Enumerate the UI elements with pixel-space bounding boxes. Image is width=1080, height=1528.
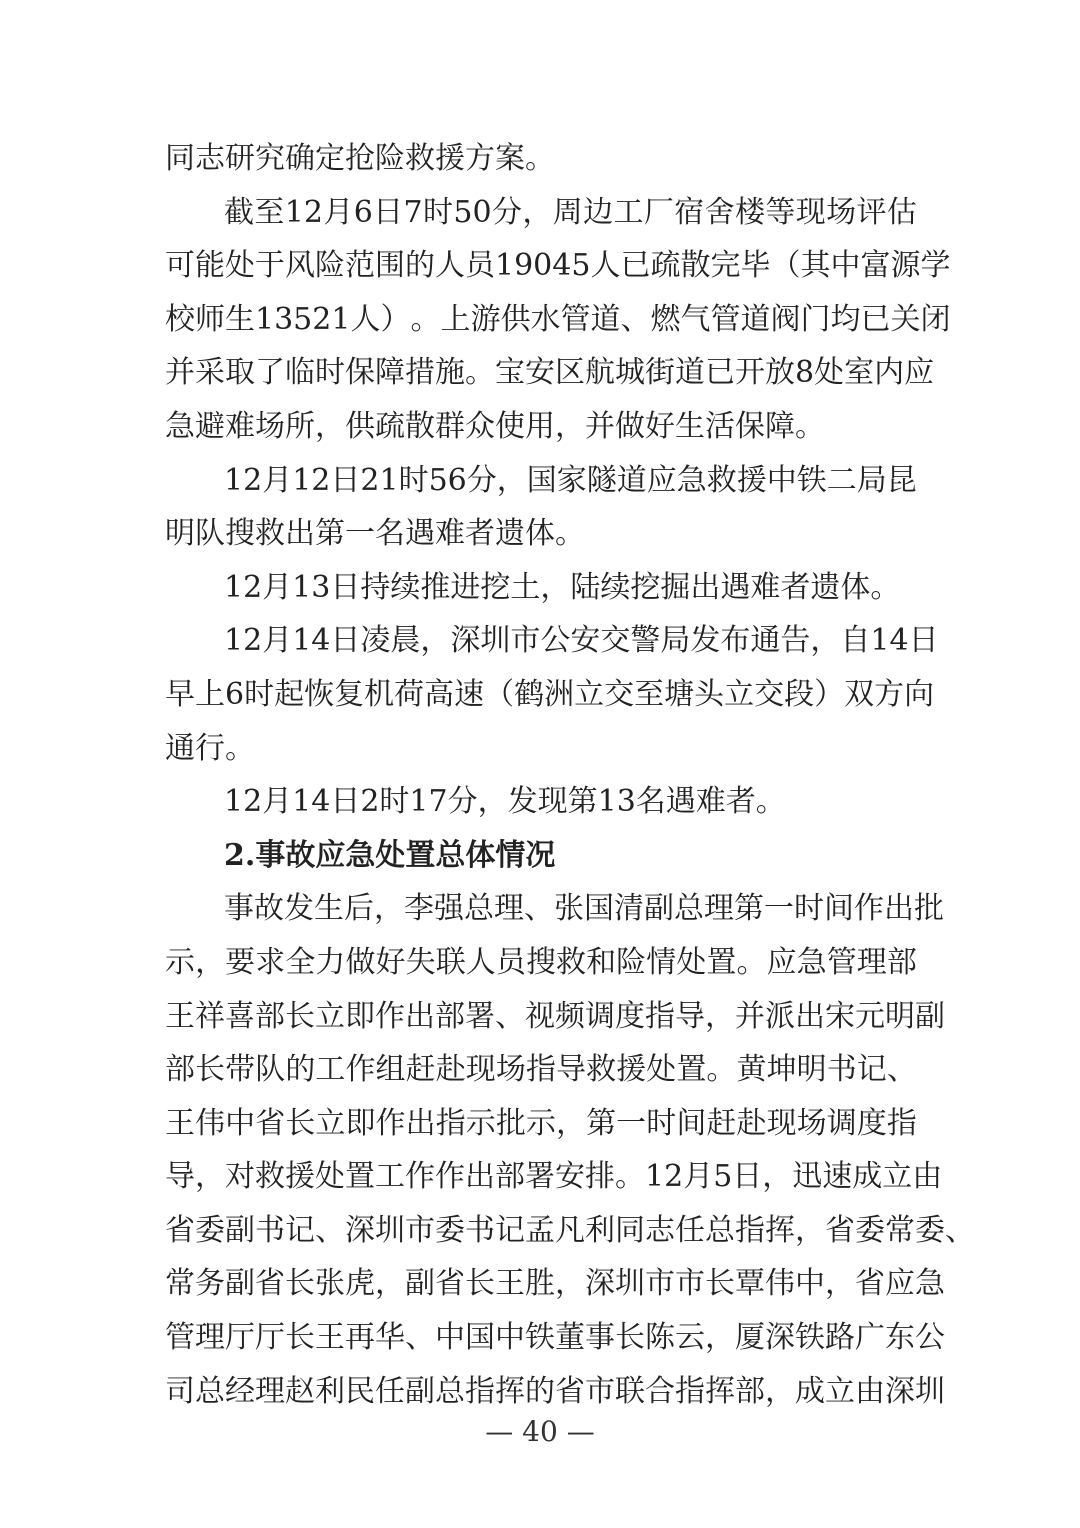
text-line: 王 伟 中 省 长 立 即 作 出 指 示 批 示 ， 第 一 时 间 赶 赴 现 场 调 度 指	[165, 1105, 917, 1141]
text-line: 明队搜救出第一名遇难者遗体。	[165, 516, 585, 552]
text-line: 12 月 12 日 21 时 56 分 ， 国 家 隧 道 应 急 救 援 中 铁 二 局 昆	[224, 462, 917, 498]
text-line: 急避难场所，供疏散群众使用，并做好生活保障。	[165, 408, 825, 444]
text-line: 王 祥 喜 部 长 立 即 作 出 部 署 、 视 频 调 度 指 导 ， 并 派 出 宋 元 明 副	[165, 998, 945, 1034]
text-line: 省 委 副 书 记 、 深 圳 市 委 书 记 孟 凡 利 同 志 任 总 指 挥 ， 省 委 常 委 、	[165, 1212, 975, 1248]
text-line: 事 故 发 生 后 ， 李 强 总 理 、 张 国 清 副 总 理 第 一 时 间 作 出 批	[224, 891, 944, 927]
section-heading: 2.事故应急处置总体情况	[224, 837, 556, 873]
text-line: 12月14日2时17分，发现第13名遇难者。	[224, 784, 786, 820]
text-line: 截 至 12 月 6 日 7 时 50 分 ， 周 边 工 厂 宿 舍 楼 等 现 场 评 估	[224, 194, 917, 230]
text-line: 早 上 6 时 起 恢 复 机 荷 高 速 （ 鹤 洲 立 交 至 塘 头 立 交 段 ） 双 方 向	[165, 676, 935, 712]
text-line: 可 能 处 于 风 险 范 围 的 人 员 19045 人 已 疏 散 完 毕 （ 其 中 富 源 学	[165, 248, 951, 284]
text-line: 12 月 14 日 凌 晨 ， 深 圳 市 公 安 交 警 局 发 布 通 告 ， 自 14 日	[224, 623, 939, 659]
text-line: 12月13日持续推进挖土，陆续挖掘出遇难者遗体。	[224, 569, 901, 605]
text-line: 司 总 经 理 赵 利 民 任 副 总 指 挥 的 省 市 联 合 指 挥 部 ， 成 立 由 深 圳	[165, 1373, 945, 1409]
document-body	[165, 132, 975, 1418]
text-line: 常 务 副 省 长 张 虎 ， 副 省 长 王 胜 ， 深 圳 市 市 长 覃 伟 中 ， 省 应 急	[165, 1266, 945, 1302]
text-line: 同志研究确定抢险救援方案。	[165, 141, 555, 176]
page-number: — 40 —	[485, 1415, 595, 1448]
text-line: 示 ， 要 求 全 力 做 好 失 联 人 员 搜 救 和 险 情 处 置 。 应 急 管 理 部	[165, 944, 917, 980]
text-line: 校 师 生 13521 人 ） 。 上 游 供 水 管 道 、 燃 气 管 道 阀 门 均 已 关 闭	[165, 301, 951, 337]
text-line: 通行。	[165, 730, 255, 766]
text-line: 导 ， 对 救 援 处 置 工 作 作 出 部 署 安 排 。 12 月 5 日 ， 迅 速 成 立 由	[165, 1159, 943, 1195]
text-line: 管 理 厅 厅 长 王 再 华 、 中 国 中 铁 董 事 长 陈 云 ， 厦 深 铁 路 广 东 公	[165, 1320, 945, 1356]
text-line: 部 长 带 队 的 工 作 组 赶 赴 现 场 指 导 救 援 处 置 。 黄 坤 明 书 记 、	[165, 1052, 917, 1088]
text-line: 并 采 取 了 临 时 保 障 措 施 。 宝 安 区 航 城 街 道 已 开 放 8 处 室 内 应	[165, 355, 935, 391]
